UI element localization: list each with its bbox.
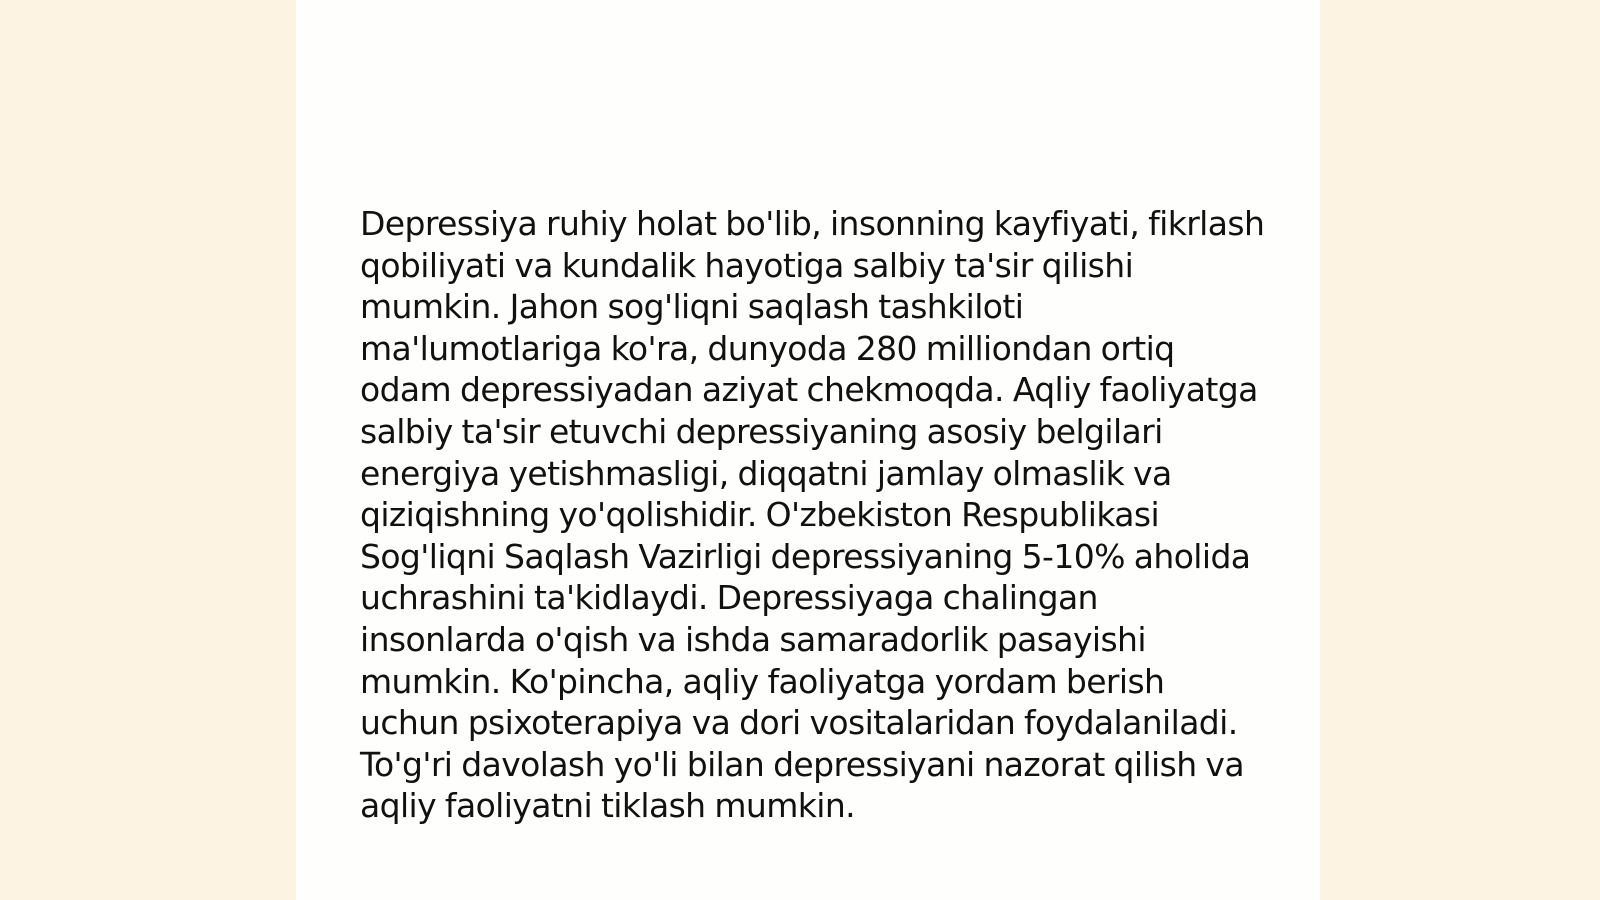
- document-page: [296, 0, 1320, 900]
- body-paragraph: Depressiya ruhiy holat bo'lib, insonning kayfiyati, fikrlash qobiliyati va kundalik hayotiga salbiy ta'sir qilishi mumkin. Jahon sog'liqni saqlash tashkiloti ma'lumotlariga ko'ra, dunyoda 280 milliondan ortiq odam depressiyadan aziyat chekmoqda. Aqliy faoliyatga salbiy ta'sir etuvchi depressiyaning asosiy belgilari energiya yetishmasligi, diqqatni jamlay olmaslik va qiziqishning yo'qolishidir. O'zbekiston Respublikasi Sog'liqni Saqlash Vazirligi depressiyaning 5-10% aholida uchrashini ta'kidlaydi. Depressiyaga chalingan insonlarda o'qish va ishda samaradorlik pasayishi mumkin. Ko'pincha, aqliy faoliyatga yordam berish uchun psixoterapiya va dori vositalaridan foydalaniladi. To'g'ri davolash yo'li bilan depressiyani nazorat qilish va aqliy faoliyatni tiklash mumkin.: [360, 204, 1265, 826]
